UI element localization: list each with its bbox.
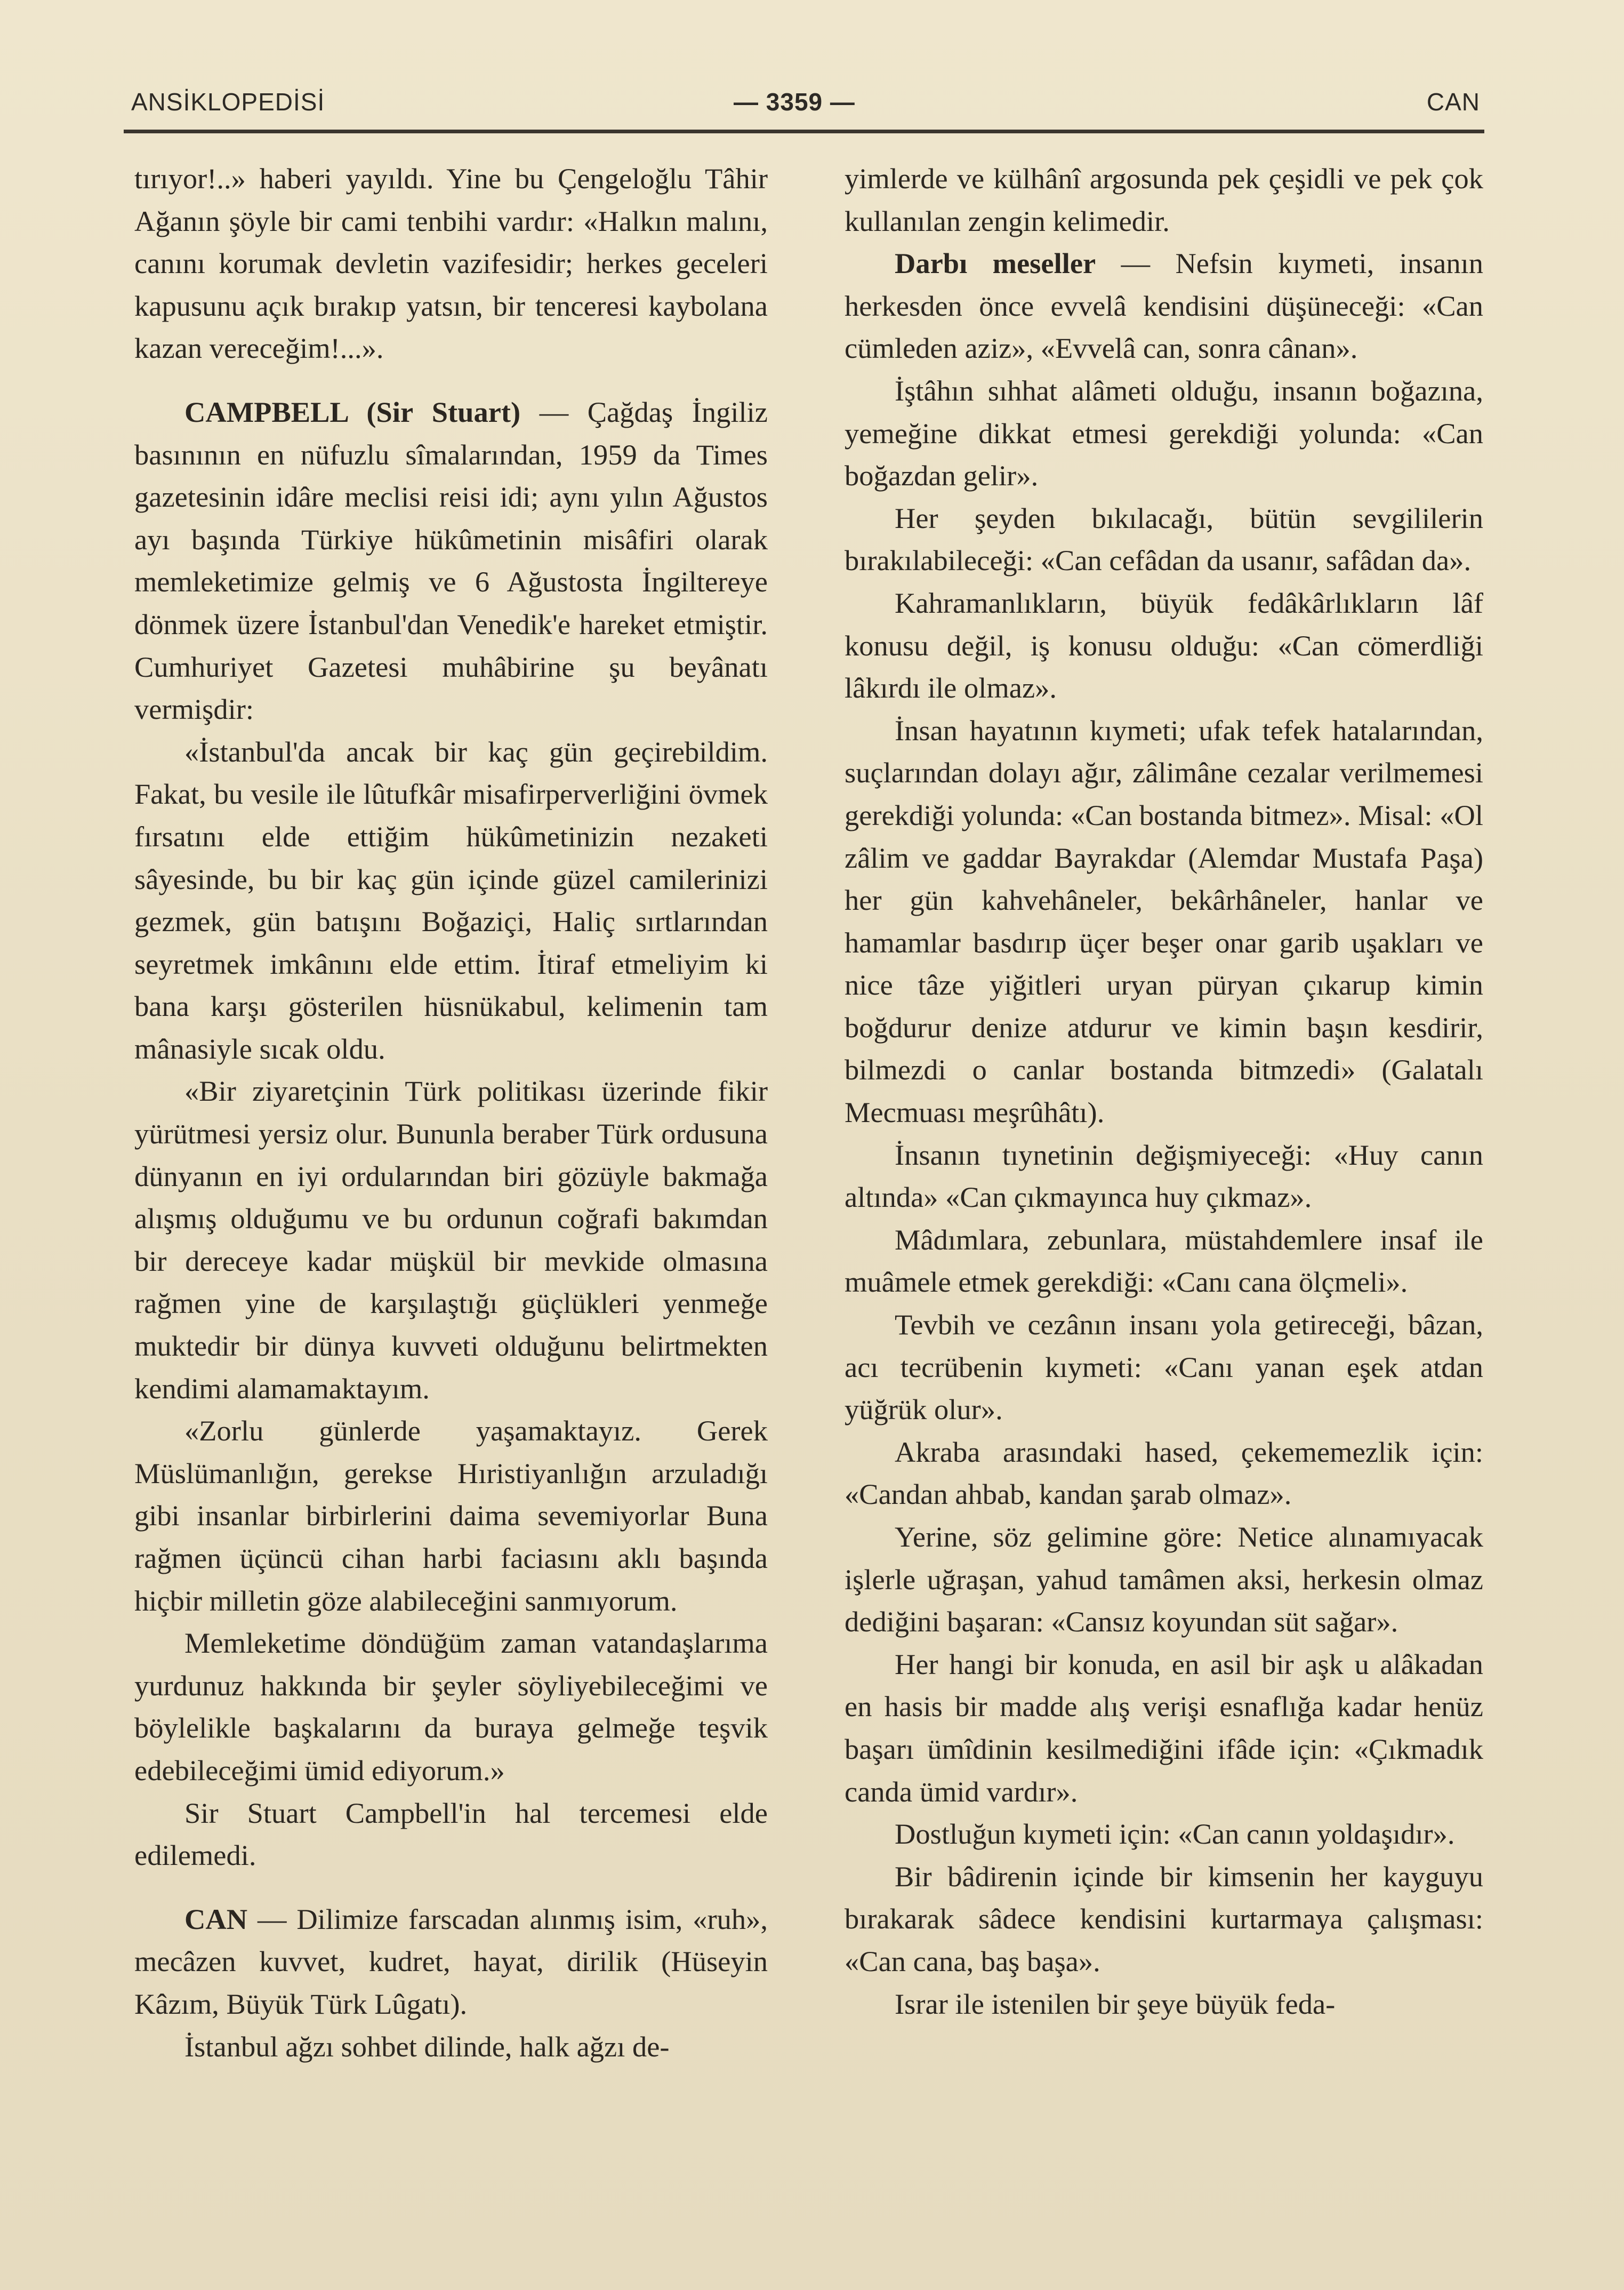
right-column bbox=[845, 157, 1483, 2025]
paragraph bbox=[134, 1410, 768, 1622]
paragraph-text: — Çağdaş İngiliz basınının en nüfuzlu sîmalarından, 1959 da Times gazetesinin idâre meclisi reisi idi; aynı yılın Ağustos ayı başında Türkiye hükûmetinin misâfiri olarak memleketimize gelmiş ve 6 Ağustosta İngiltereye dönmek üzere İstanbul'dan Venedik'e hareket etmiştir. Cumhuriyet Gazetesi muhâbirine şu beyânatı vermişdir: bbox=[134, 395, 768, 726]
paragraph-text: Tevbih ve cezânın insanı yola getireceği, bâzan, acı tecrübenin kıymeti: «Canı yanan eşek atdan yüğrük olur». bbox=[845, 1308, 1483, 1426]
paragraph bbox=[845, 582, 1483, 709]
paragraph bbox=[134, 1070, 768, 1410]
running-header bbox=[131, 80, 1480, 123]
paragraph bbox=[845, 1516, 1483, 1643]
paragraph-text: «Zorlu günlerde yaşamaktayız. Gerek Müslümanlığın, gerekse Hıristiyanlığın arzuladığı gibi insanlar birbirlerini daima sevemiyorlar Buna rağmen üçüncü cihan harbi faciasını aklı başında hiçbir milletin göze alabileceğini sanmıyorum. bbox=[134, 1414, 768, 1617]
paragraph bbox=[845, 497, 1483, 582]
paragraph bbox=[845, 1643, 1483, 1813]
paragraph-text: Kahramanlıkların, büyük fedâkârlıkların lâf konusu değil, iş konusu olduğu: «Can cömerdliği lâkırdı ile olmaz». bbox=[845, 586, 1483, 704]
paragraph-text: İnsanın tıynetinin değişmiyeceği: «Huy canın altında» «Can çıkmayınca huy çıkmaz». bbox=[845, 1138, 1483, 1214]
paragraph bbox=[845, 1219, 1483, 1303]
paragraph-text: Dostluğun kıymeti için: «Can canın yoldaşıdır». bbox=[895, 1817, 1455, 1851]
paragraph bbox=[845, 1813, 1483, 1855]
paragraph-text: — Nefsin kıymeti, insanın herkesden önce evvelâ kendisini düşüneceği: «Can cümleden aziz», «Evvelâ can, sonra cânan». bbox=[845, 247, 1483, 365]
entry-paragraph bbox=[134, 1898, 768, 2025]
paragraph bbox=[845, 1303, 1483, 1431]
paragraph-text: «İstanbul'da ancak bir kaç gün geçirebildim. Fakat, bu vesile ile lûtufkâr misafirperverliğini övmek fırsatını elde ettiğim hükûmetinizin nezaketi sâyesinde, bu bir kaç gün içinde güzel camilerinizi gezmek, gün batışını Boğaziçi, Haliç sırtlarından seyretmek imkânını elde ettim. İtiraf etmeliyim ki bana karşı gösterilen hüsnükabul, kelimenin tam mânasiyle sıcak oldu. bbox=[134, 735, 768, 1065]
paragraph bbox=[845, 1134, 1483, 1219]
paragraph-text: İnsan hayatının kıymeti; ufak tefek hatalarından, suçlarından dolayı ağır, zâlimâne cezalar verilmemesi gerekdiği yolunda: «Can bostanda bitmez». Misal: «Ol zâlim ve gaddar Bayrakdar (Alemdar Mustafa Paşa) her gün kahvehâneler, bekârhâneler, hanlar ve hamamlar basdırıp üçer beşer onar garib uşakları ve nice tâze yiğitleri uryan püryan çıkarup kimin boğdurur denize atdurur ve kimin başın kesdirir, bilmezdi o canlar bostanda bitmzedi» (Galatalı Mecmuası meşrûhâtı). bbox=[845, 714, 1483, 1129]
paragraph bbox=[845, 157, 1483, 242]
entry-headword: CAMPBELL (Sir Stuart) bbox=[184, 395, 521, 428]
paragraph-text: Her şeyden bıkılacağı, bütün sevgililerin bırakılabileceği: «Can cefâdan da usanır, safâdan da». bbox=[845, 501, 1483, 577]
paragraph-text: tırıyor!..» haberi yayıldı. Yine bu Çengeloğlu Tâhir Ağanın şöyle bir cami tenbihi vardır: «Halkın malını, canını korumak devletin vazifesidir; herkes geceleri kapusunu açık bırakıp yatsın, bir tenceresi kaybolana kazan vereceğim!...». bbox=[134, 162, 768, 365]
paragraph bbox=[845, 1983, 1483, 2025]
paragraph bbox=[845, 709, 1483, 1134]
paragraph-text: Her hangi bir konuda, en asil bir aşk u alâkadan en hasis bir madde alış verişi esnaflığa kadar henüz başarı ümîdinin kesilmediğini ifâde için: «Çıkmadık canda ümid vardır». bbox=[845, 1647, 1483, 1808]
paragraph-text: Israr ile istenilen bir şeye büyük feda- bbox=[895, 1987, 1336, 2020]
paragraph-text: Yerine, söz gelimine göre: Netice alınamıyacak işlerle uğraşan, yahud tamâmen aksi, herkesin olmaz dediğini başaran: «Cansız koyundan süt sağar». bbox=[845, 1520, 1483, 1638]
header-rule bbox=[124, 130, 1484, 133]
paragraph-text: İstanbul ağzı sohbet dilinde, halk ağzı de- bbox=[184, 2030, 670, 2063]
header-keyword: CAN bbox=[1426, 88, 1480, 116]
paragraph-text: İştâhın sıhhat alâmeti olduğu, insanın boğazına, yemeğine dikkat etmesi gerekdiği yolunda: «Can boğazdan gelir». bbox=[845, 374, 1483, 492]
subsection-paragraph bbox=[845, 242, 1483, 370]
header-title: ANSİKLOPEDİSİ bbox=[131, 88, 325, 116]
paragraph-text: yimlerde ve külhânî argosunda pek çeşidli ve pek çok kullanılan zengin kelimedir. bbox=[845, 162, 1483, 237]
paragraph bbox=[134, 731, 768, 1070]
paragraph-text: Sir Stuart Campbell'in hal tercemesi elde edilemedi. bbox=[134, 1796, 768, 1872]
left-column bbox=[134, 157, 768, 2068]
paragraph bbox=[845, 1431, 1483, 1516]
paragraph bbox=[134, 157, 768, 370]
subsection-heading: Darbı meseller bbox=[895, 247, 1096, 280]
paragraph bbox=[134, 2025, 768, 2068]
paragraph-text: «Bir ziyaretçinin Türk politikası üzerinde fikir yürütmesi yersiz olur. Bununla beraber Türk ordusuna dünyanın en iyi ordularından biri gözüyle bakmağa alışmış olduğumu ve bu ordunun coğrafi bakımdan bir dereceye kadar müşkül bir mevkide olmasına rağmen yine de karşılaştığı güçlükleri yenmeğe muktedir bir dünya kuvveti olduğunu belirtmekten kendimi alamamaktayım. bbox=[134, 1075, 768, 1405]
paragraph-text: Memleketime döndüğüm zaman vatandaşlarıma yurdunuz hakkında bir şeyler söyliyebileceğimi ve böylelikle başkalarını da buraya gelmeğe teşvik edebileceğimi ümid ediyorum.» bbox=[134, 1627, 768, 1787]
paragraph-text: Akraba arasındaki hased, çekememezlik için: «Candan ahbab, kandan şarab olmaz». bbox=[845, 1435, 1483, 1511]
entry-paragraph bbox=[134, 391, 768, 731]
paragraph-text: Bir bâdirenin içinde bir kimsenin her kayguyu bırakarak sâdece kendisini kurtarmaya çalışması: «Can cana, baş başa». bbox=[845, 1860, 1483, 1977]
paragraph bbox=[845, 370, 1483, 497]
paragraph bbox=[845, 1855, 1483, 1983]
paragraph-text: Mâdımlara, zebunlara, müstahdemlere insaf ile muâmele etmek gerekdiği: «Canı cana ölçmeli». bbox=[845, 1223, 1483, 1299]
paragraph bbox=[134, 1622, 768, 1791]
entry-headword: CAN bbox=[184, 1902, 248, 1935]
paragraph-text: — Dilimize farscadan alınmış isim, «ruh», mecâzen kuvvet, kudret, hayat, dirilik (Hüseyin Kâzım, Büyük Türk Lûgatı). bbox=[134, 1902, 768, 2020]
page-number: — 3359 — bbox=[734, 88, 855, 116]
paragraph bbox=[134, 1792, 768, 1877]
